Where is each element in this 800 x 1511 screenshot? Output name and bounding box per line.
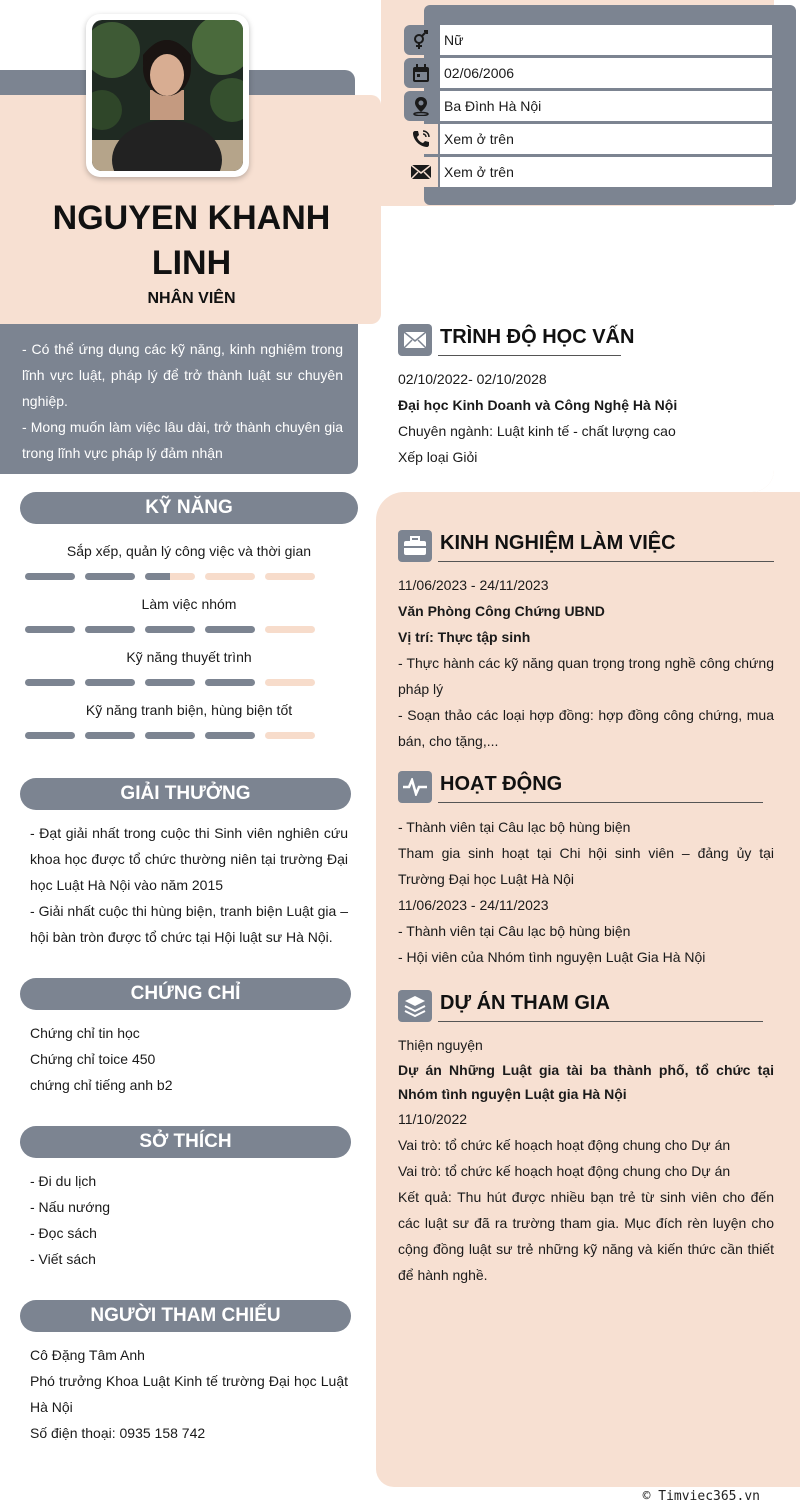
hobby-line: - Đọc sách (30, 1225, 97, 1241)
project-category: Thiện nguyện (398, 1037, 483, 1053)
location-icon (404, 91, 438, 121)
rating-segment (205, 679, 255, 686)
rating-segment (25, 679, 75, 686)
candidate-name: NGUYEN KHANH LINH (52, 199, 331, 282)
skill-name: Làm việc nhóm (141, 596, 237, 612)
briefcase-icon (398, 530, 432, 562)
rating-segment (145, 679, 195, 686)
reference-line: Số điện thoại: 0935 158 742 (30, 1425, 206, 1441)
references-content (30, 1342, 348, 1446)
rating-segment (85, 732, 135, 739)
mail-icon (404, 157, 438, 187)
skills-header: KỸ NĂNG (20, 492, 358, 524)
contact-email (404, 157, 772, 187)
activity-line: - Hội viên của Nhóm tình nguyện Luật Gia Hà Nội (398, 949, 706, 965)
project-line: Kết quả: Thu hút được nhiều bạn trẻ từ sinh viên cho đến các luật sư đã ra trường tham gia. Mục đích rèn luyện cho cộng đồng luật sư trẻ những kỹ năng và kiến thức cần thiết để hành nghề. (398, 1189, 774, 1283)
calendar-icon (404, 58, 438, 88)
certificates-header: CHỨNG CHỈ (20, 978, 351, 1010)
projects-content (398, 1032, 774, 1288)
phone-icon (404, 124, 438, 154)
objective-line: - Mong muốn làm việc lâu dài, trở thành chuyên gia trong lĩnh vực pháp lý đảm nhận (22, 419, 343, 461)
contact-phone-text: Xem ở trên (440, 124, 772, 154)
education-grade: Xếp loại Giỏi (398, 449, 478, 465)
education-header (398, 324, 774, 358)
rating-segment (85, 626, 135, 633)
activity-line: Tham gia sinh hoạt tại Chi hội sinh viên – đảng ủy tại Trường Đại học Luật Hà Nội (398, 845, 774, 887)
rating-segment (205, 732, 255, 739)
contact-gender-text: Nữ (440, 25, 772, 55)
project-name: Dự án Những Luật gia tài ba thành phố, tổ chức tại Nhóm tình nguyện Luật gia Hà Nội (398, 1062, 774, 1102)
hobby-line: - Nấu nướng (30, 1199, 111, 1215)
contact-phone (404, 124, 772, 154)
skill-rating-bar (25, 573, 315, 580)
contact-birthday (404, 58, 772, 88)
experience-role: Vị trí: Thực tập sinh (398, 629, 531, 645)
contact-birthday-text: 02/06/2006 (440, 58, 772, 88)
certificate-line: Chứng chỉ toice 450 (30, 1051, 156, 1067)
rating-segment (205, 626, 255, 633)
experience-line: - Thực hành các kỹ năng quan trọng trong nghề công chứng pháp lý (398, 655, 774, 697)
rating-segment (85, 679, 135, 686)
experience-company: Văn Phòng Công Chứng UBND (398, 603, 605, 619)
certificates-content (30, 1020, 348, 1098)
skill-rating-bar (25, 679, 315, 686)
skill-name: Sắp xếp, quản lý công việc và thời gian (66, 543, 312, 559)
rating-segment (265, 732, 315, 739)
project-date: 11/10/2022 (398, 1111, 468, 1127)
hobbies-header: SỞ THÍCH (20, 1126, 351, 1158)
awards-content (30, 820, 348, 950)
footer-watermark: © Timviec365.vn (642, 1489, 760, 1504)
skill-rating-bar (25, 626, 315, 633)
education-title: TRÌNH ĐỘ HỌC VẤN (440, 326, 635, 348)
reference-line: Phó trưởng Khoa Luật Kinh tế trường Đại học Luật Hà Nội (30, 1373, 348, 1415)
education-major: Chuyên ngành: Luật kinh tế - chất lượng cao (398, 423, 676, 439)
activity-line: - Thành viên tại Câu lạc bộ hùng biện (398, 923, 631, 939)
activity-line: 11/06/2023 - 24/11/2023 (398, 897, 549, 913)
header-divider (438, 561, 774, 562)
experience-content (398, 572, 774, 754)
education-period: 02/10/2022- 02/10/2028 (398, 371, 547, 387)
mail-icon (398, 324, 432, 356)
skill-rating-bar (25, 732, 315, 739)
projects-title: DỰ ÁN THAM GIA (440, 992, 610, 1014)
gender-icon (404, 25, 438, 55)
contact-gender (404, 25, 772, 55)
contact-address (404, 91, 772, 121)
education-school: Đại học Kinh Doanh và Công Nghệ Hà Nội (398, 397, 678, 413)
reference-line: Cô Đặng Tâm Anh (30, 1347, 145, 1363)
rating-segment (145, 573, 195, 580)
experience-period: 11/06/2023 - 24/11/2023 (398, 577, 549, 593)
activities-content (398, 814, 774, 970)
contact-address-text: Ba Đình Hà Nội (440, 91, 772, 121)
experience-title: KINH NGHIỆM LÀM VIỆC (440, 532, 676, 554)
references-header: NGƯỜI THAM CHIẾU (20, 1300, 351, 1332)
career-objective (22, 336, 343, 466)
hobby-line: - Viết sách (30, 1251, 96, 1267)
activity-pulse-icon (398, 771, 432, 803)
header-divider (438, 802, 763, 803)
experience-header (398, 530, 774, 564)
experience-line: - Soạn thảo các loại hợp đồng: hợp đồng công chứng, mua bán, cho tặng,... (398, 707, 774, 749)
skill-name: Kỹ năng tranh biện, hùng biện tốt (85, 702, 293, 718)
layers-icon (398, 990, 432, 1022)
rating-segment (265, 626, 315, 633)
activity-line: - Thành viên tại Câu lạc bộ hùng biện (398, 819, 631, 835)
education-content (398, 366, 774, 470)
rating-segment (265, 573, 315, 580)
awards-header: GIẢI THƯỞNG (20, 778, 351, 810)
rating-segment (145, 626, 195, 633)
award-line: - Đạt giải nhất trong cuộc thi Sinh viên nghiên cứu khoa học được tổ chức thường niên tại trường Đại học Luật Hà Nội vào năm 2015 (30, 825, 348, 893)
projects-header (398, 990, 774, 1024)
project-line: Vai trò: tổ chức kế hoạch hoạt động chung cho Dự án (398, 1137, 731, 1153)
project-line: Vai trò: tổ chức kế hoạch hoạt động chung cho Dự án (398, 1163, 731, 1179)
objective-line: - Có thể ứng dụng các kỹ năng, kinh nghiệm trong lĩnh vực luật, pháp lý để trở thành luật sư chuyên nghiệp. (22, 341, 343, 409)
skill-name: Kỹ năng thuyết trình (126, 649, 252, 665)
header-divider (438, 1021, 763, 1022)
activities-title: HOẠT ĐỘNG (440, 773, 563, 795)
rating-segment (25, 573, 75, 580)
rating-segment (265, 679, 315, 686)
rating-segment (145, 732, 195, 739)
rating-segment (85, 573, 135, 580)
rating-segment (25, 732, 75, 739)
certificate-line: chứng chỉ tiếng anh b2 (30, 1077, 173, 1093)
avatar (92, 20, 243, 171)
hobbies-content (30, 1168, 348, 1272)
rating-segment (205, 573, 255, 580)
header-divider (438, 355, 621, 356)
contact-email-text: Xem ở trên (440, 157, 772, 187)
hobby-line: - Đi du lịch (30, 1173, 97, 1189)
award-line: - Giải nhất cuộc thi hùng biện, tranh biện Luật gia – hội bàn tròn được tổ chức tại Hội luật sư Hà Nội. (30, 903, 348, 945)
activities-header (398, 771, 774, 805)
candidate-position: NHÂN VIÊN (147, 290, 236, 307)
rating-segment (25, 626, 75, 633)
certificate-line: Chứng chỉ tin học (30, 1025, 140, 1041)
